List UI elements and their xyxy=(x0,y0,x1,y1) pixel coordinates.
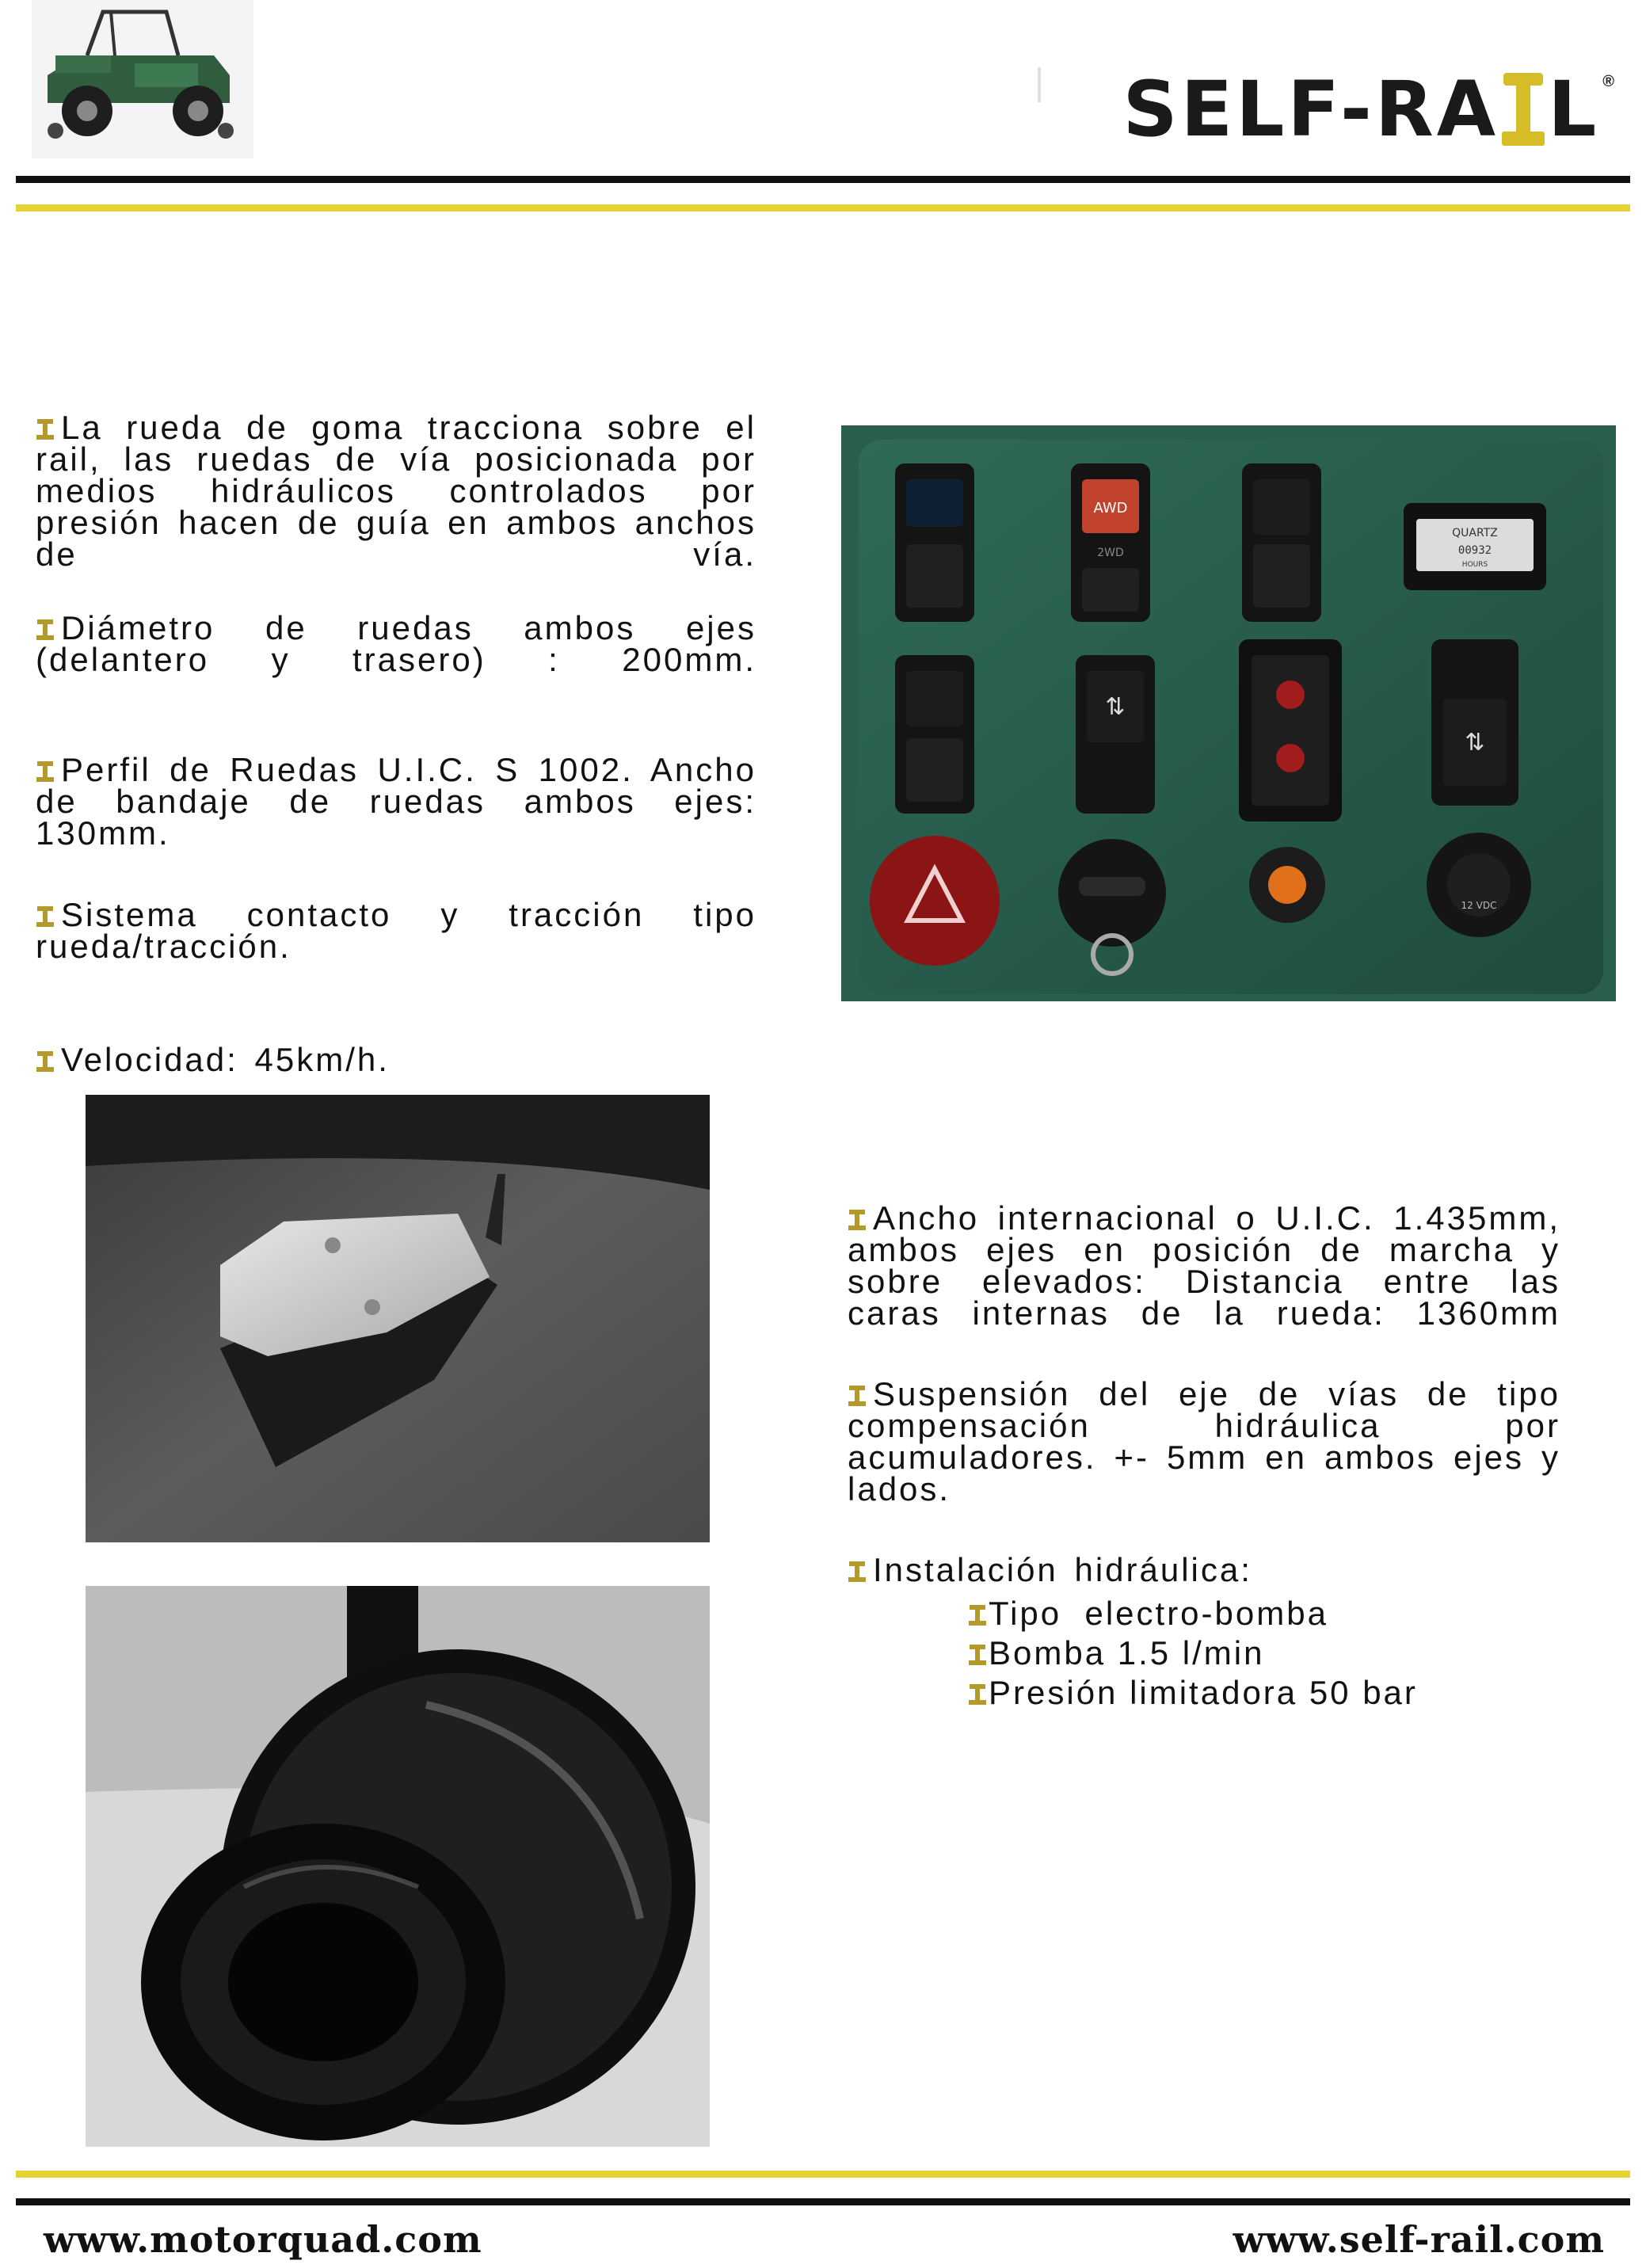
rail-bullet-icon xyxy=(36,1050,55,1073)
rail-bullet-icon xyxy=(968,1644,987,1666)
paragraph-diameter-text: Diámetro de ruedas ambos ejes (delantero y trasero) : 200mm. xyxy=(36,609,756,678)
list-item-text: Bomba 1.5 l/min xyxy=(989,1634,1265,1671)
quartz-label: QUARTZ xyxy=(1452,527,1498,539)
rail-bullet-icon xyxy=(36,619,55,641)
pedal-photo xyxy=(86,1095,710,1542)
logo-text: SELF-RA xyxy=(1122,65,1499,154)
rail-icon xyxy=(1500,71,1546,147)
paragraph-speed xyxy=(36,1041,756,1078)
svg-text:⇅: ⇅ xyxy=(1105,693,1126,721)
rail-bullet-icon xyxy=(848,1561,867,1583)
hydraulic-list xyxy=(968,1594,1522,1713)
header-rule-black xyxy=(16,176,1630,183)
rail-bullet-icon xyxy=(848,1385,867,1407)
paragraph-traction xyxy=(36,409,756,573)
header-rule-yellow xyxy=(16,204,1630,212)
list-item xyxy=(968,1633,1522,1673)
paragraph-speed-text: Velocidad: 45km/h. xyxy=(61,1041,390,1078)
registered-mark: ® xyxy=(1602,73,1614,90)
socket-label: 12 VDC xyxy=(1461,900,1497,911)
paragraph-traction-text: La rueda de goma tracciona sobre el rail, las ruedas de vía posicionada por medios hidráulicos controlados por presión hacen de guía en ambos anchos de vía. xyxy=(36,409,756,573)
twowd-label: 2WD xyxy=(1097,547,1124,559)
hours-label: HOURS xyxy=(1461,561,1488,569)
rail-bullet-icon xyxy=(36,418,55,440)
rail-bullet-icon xyxy=(36,905,55,928)
rail-bullet-icon xyxy=(36,760,55,783)
header-mark xyxy=(1038,67,1041,102)
rail-bullet-icon xyxy=(848,1209,867,1231)
rail-bullet-icon xyxy=(968,1604,987,1626)
hydraulic-title: Instalación hidráulica: xyxy=(873,1551,1252,1588)
footer-link-motorquad[interactable]: www.motorquad.com xyxy=(44,2218,482,2261)
paragraph-profile xyxy=(36,751,756,852)
paragraph-system-text: Sistema contacto y tracción tipo rueda/tracción. xyxy=(36,896,756,965)
awd-label: AWD xyxy=(1093,500,1128,516)
logo-text-end: L xyxy=(1548,65,1600,154)
list-item-text: Tipo electro-bomba xyxy=(989,1595,1328,1632)
paragraph-suspension xyxy=(848,1375,1560,1508)
list-item xyxy=(968,1673,1522,1713)
rail-bullet-icon xyxy=(968,1683,987,1706)
paragraph-system xyxy=(36,896,756,965)
list-item xyxy=(968,1594,1522,1633)
vehicle-photo xyxy=(32,0,253,158)
brand-logo xyxy=(1122,65,1615,158)
footer-rule-black xyxy=(16,2198,1630,2205)
paragraph-gauge-text: Ancho internacional o U.I.C. 1.435mm, ambos ejes en posición de marcha y sobre elevados: Distancia entre las caras internas de la rueda: 1360mm xyxy=(848,1199,1560,1332)
list-item-text: Presión limitadora 50 bar xyxy=(989,1674,1418,1711)
paragraph-profile-text: Perfil de Ruedas U.I.C. S 1002. Ancho de bandaje de ruedas ambos ejes: 130mm. xyxy=(36,751,756,852)
paragraph-hydraulic xyxy=(848,1551,1560,1588)
hours-value: 00932 xyxy=(1457,544,1492,557)
footer-rule-yellow xyxy=(16,2171,1630,2178)
footer-link-selfrail[interactable]: www.self-rail.com xyxy=(1233,2218,1605,2261)
control-panel-photo xyxy=(841,425,1616,1001)
paragraph-suspension-text: Suspensión del eje de vías de tipo compensación hidráulica por acumuladores. +- 5mm en ambos ejes y lados. xyxy=(848,1375,1560,1508)
paragraph-gauge xyxy=(848,1199,1560,1332)
paragraph-diameter xyxy=(36,609,756,678)
svg-text:⇅: ⇅ xyxy=(1465,729,1485,757)
rail-wheel-photo xyxy=(86,1586,710,2147)
